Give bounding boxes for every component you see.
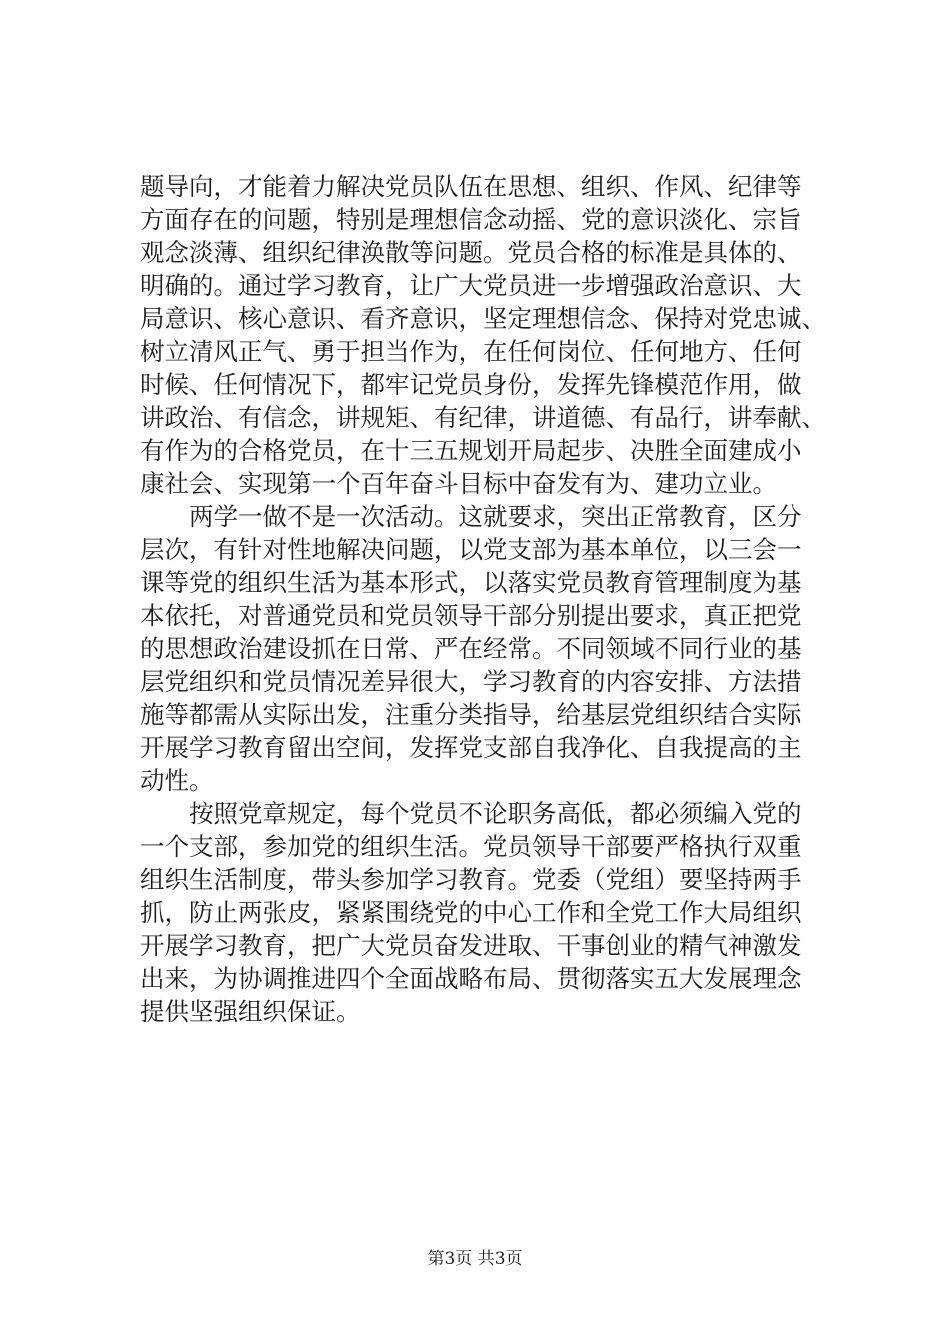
page-number-footer: 第3页 共3页 (427, 1249, 523, 1269)
text-line: 组织生活制度，带头参加学习教育。党委（党组）要坚持两手 (140, 865, 802, 894)
text-line: 观念淡薄、组织纪律涣散等问题。党员合格的标准是具体的、 (140, 238, 802, 267)
text-line: 动性。 (140, 766, 214, 795)
text-line: 开展学习教育留出空间，发挥党支部自我净化、自我提高的主 (140, 733, 802, 762)
text-line: 抓，防止两张皮，紧紧围绕党的中心工作和全党工作大局组织 (140, 898, 802, 927)
text-line: 本依托，对普通党员和党员领导干部分别提出要求，真正把党 (140, 601, 802, 630)
document-body (140, 170, 840, 1028)
text-line: 康社会、实现第一个百年奋斗目标中奋发有为、建功立业。 (140, 469, 777, 498)
text-line: 明确的。通过学习教育，让广大党员进一步增强政治意识、大 (140, 271, 802, 300)
text-line: 层党组织和党员情况差异很大，学习教育的内容安排、方法措 (140, 667, 802, 696)
text-line: 有作为的合格党员，在十三五规划开局起步、决胜全面建成小 (140, 436, 802, 465)
text-line: 施等都需从实际出发，注重分类指导，给基层党组织结合实际 (140, 700, 802, 729)
text-line: 按照党章规定，每个党员不论职务高低，都必须编入党的 (140, 799, 802, 828)
text-line: 开展学习教育，把广大党员奋发进取、干事创业的精气神激发 (140, 931, 802, 960)
text-line: 一个支部，参加党的组织生活。党员领导干部要严格执行双重 (140, 832, 802, 861)
text-line: 提供坚强组织保证。 (140, 997, 361, 1026)
text-line: 课等党的组织生活为基本形式，以落实党员教育管理制度为基 (140, 568, 802, 597)
text-line: 的思想政治建设抓在日常、严在经常。不同领域不同行业的基 (140, 634, 802, 663)
text-line: 树立清风正气、勇于担当作为，在任何岗位、任何地方、任何 (140, 337, 802, 366)
text-line: 讲政治、有信念，讲规矩、有纪律，讲道德、有品行，讲奉献、 (140, 403, 826, 432)
text-line: 出来，为协调推进四个全面战略布局、贯彻落实五大发展理念 (140, 964, 802, 993)
text-line: 方面存在的问题，特别是理想信念动摇、党的意识淡化、宗旨 (140, 205, 802, 234)
text-line: 层次，有针对性地解决问题，以党支部为基本单位，以三会一 (140, 535, 802, 564)
text-line: 题导向，才能着力解决党员队伍在思想、组织、作风、纪律等 (140, 172, 802, 201)
text-line: 两学一做不是一次活动。这就要求，突出正常教育，区分 (140, 502, 802, 531)
text-line: 局意识、核心意识、看齐意识，坚定理想信念、保持对党忠诚、 (140, 304, 826, 333)
text-line: 时候、任何情况下，都牢记党员身份，发挥先锋模范作用，做 (140, 370, 802, 399)
